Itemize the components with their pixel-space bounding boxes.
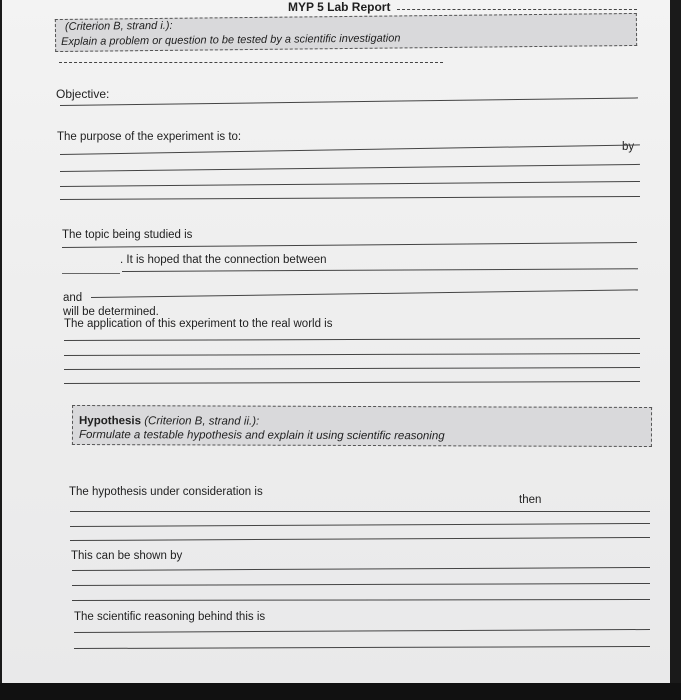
photo-bottom-shadow (0, 683, 681, 700)
connection-answer-line[interactable] (122, 268, 638, 272)
topic-answer-line[interactable] (62, 242, 637, 248)
hypothesis-heading-bold: Hypothesis (78, 415, 142, 428)
purpose-by-text: by (622, 141, 635, 153)
purpose-answer-line-1[interactable] (60, 144, 640, 155)
reasoning-label: The scientific reasoning behind this is (74, 611, 266, 623)
shown-by-label: This can be shown by (71, 550, 183, 562)
determined-text: will be determined. (63, 306, 159, 318)
criterion-b2-heading (79, 415, 259, 428)
and-answer-line[interactable] (91, 289, 638, 298)
application-answer-line-4[interactable] (64, 381, 640, 384)
criterion-b1-description: Explain a problem or question to be tested by a scientific investigation (61, 32, 401, 48)
reasoning-answer-line-1[interactable] (74, 629, 650, 633)
hypothesis-answer-line-1[interactable] (70, 511, 650, 512)
purpose-label: The purpose of the experiment is to: (57, 131, 242, 143)
application-answer-line-1[interactable] (64, 338, 640, 341)
worksheet-page (2, 0, 670, 683)
hypothesis-answer-line-3[interactable] (70, 537, 650, 541)
page-title: MYP 5 Lab Report (288, 0, 391, 14)
criterion-b-strand-i-box (55, 13, 637, 52)
topic-label: The topic being studied is (62, 229, 193, 241)
connection-text: . It is hoped that the connection between (120, 254, 327, 266)
hypothesis-answer-line-2[interactable] (70, 523, 650, 527)
shown-answer-line-2[interactable] (72, 583, 650, 586)
purpose-answer-line-2[interactable] (60, 164, 640, 172)
criterion-b2-description: Formulate a testable hypothesis and explain it using scientific reasoning (78, 429, 445, 443)
hypothesis-heading-strand: (Criterion B, strand ii.): (140, 415, 260, 428)
criterion-b1-heading: (Criterion B, strand i.): (64, 19, 173, 33)
objective-answer-line[interactable] (60, 97, 638, 106)
and-text: and (63, 292, 83, 304)
reasoning-answer-line-2[interactable] (74, 646, 650, 649)
topic-blank-line[interactable] (62, 273, 120, 274)
criterion-b-strand-ii-box (72, 405, 652, 447)
application-answer-line-2[interactable] (64, 353, 640, 356)
hypothesis-label: The hypothesis under consideration is (69, 486, 263, 498)
objective-label: Objective: (56, 87, 110, 101)
hypothesis-then-text: then (519, 494, 542, 506)
application-label: The application of this experiment to the real world is (64, 318, 333, 330)
purpose-answer-line-3[interactable] (60, 181, 640, 187)
application-answer-line-3[interactable] (64, 367, 640, 370)
purpose-answer-line-4[interactable] (60, 196, 640, 200)
shown-answer-line-1[interactable] (72, 567, 650, 571)
criterion-b1-dashed-underline (59, 62, 443, 63)
shown-answer-line-3[interactable] (72, 599, 650, 601)
header-dashed-line (397, 9, 637, 10)
